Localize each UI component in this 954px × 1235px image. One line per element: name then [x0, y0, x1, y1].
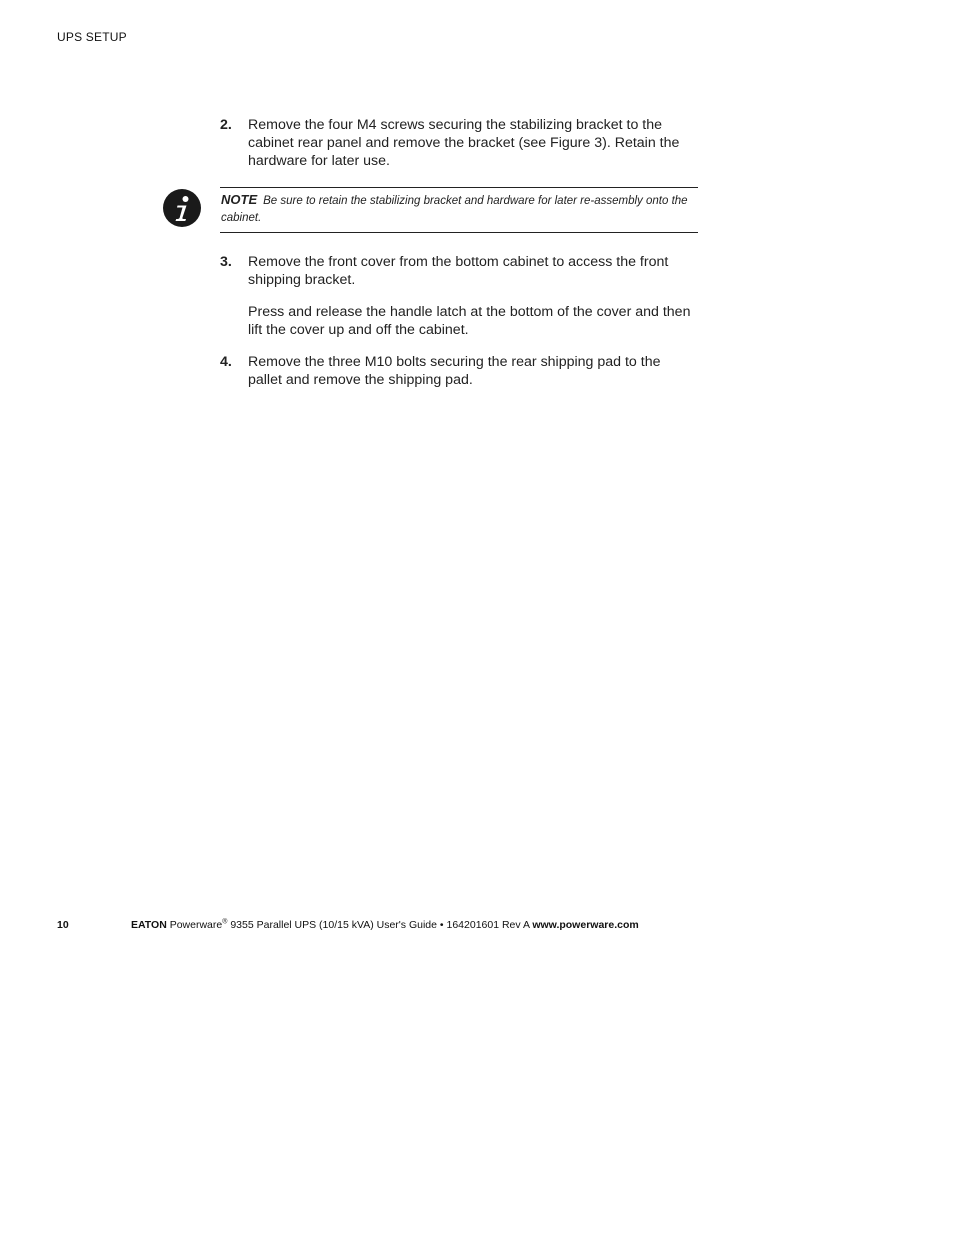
- registered-mark: ®: [222, 918, 228, 926]
- footer-url: www.powerware.com: [532, 919, 639, 931]
- info-icon: [163, 189, 201, 227]
- page-number: 10: [57, 919, 69, 931]
- footer-text: [131, 919, 639, 931]
- step-text: Remove the four M4 screws securing the stabilizing bracket to the cabinet rear panel and remove the bracket (see Figure 3). Retain the hardware for later use.: [248, 117, 680, 169]
- footer-title: 9355 Parallel UPS (10/15 kVA) User's Guide • 164201601 Rev A: [227, 919, 533, 931]
- note-label: NOTE: [221, 192, 258, 207]
- page-content: [220, 116, 698, 389]
- running-header: UPS SETUP: [57, 30, 127, 44]
- footer-product: Powerware: [169, 919, 223, 931]
- step-2: [220, 116, 698, 170]
- step-number: 2.: [220, 117, 232, 133]
- step-number: 3.: [220, 254, 232, 270]
- step-text: Remove the three M10 bolts securing the rear shipping pad to the pallet and remove the shipping pad.: [248, 354, 661, 388]
- note-text: Be sure to retain the stabilizing bracket and hardware for later re-assembly onto the cabinet.: [221, 195, 688, 224]
- step-3: [220, 253, 698, 339]
- step-text: Remove the front cover from the bottom cabinet to access the front shipping bracket.: [248, 254, 669, 288]
- note-box: [220, 187, 698, 233]
- step-detail: Press and release the handle latch at the bottom of the cover and then lift the cover up and off the cabinet.: [248, 304, 691, 338]
- step-number: 4.: [220, 354, 232, 370]
- footer-brand: EATON: [131, 919, 167, 931]
- step-4: [220, 353, 698, 389]
